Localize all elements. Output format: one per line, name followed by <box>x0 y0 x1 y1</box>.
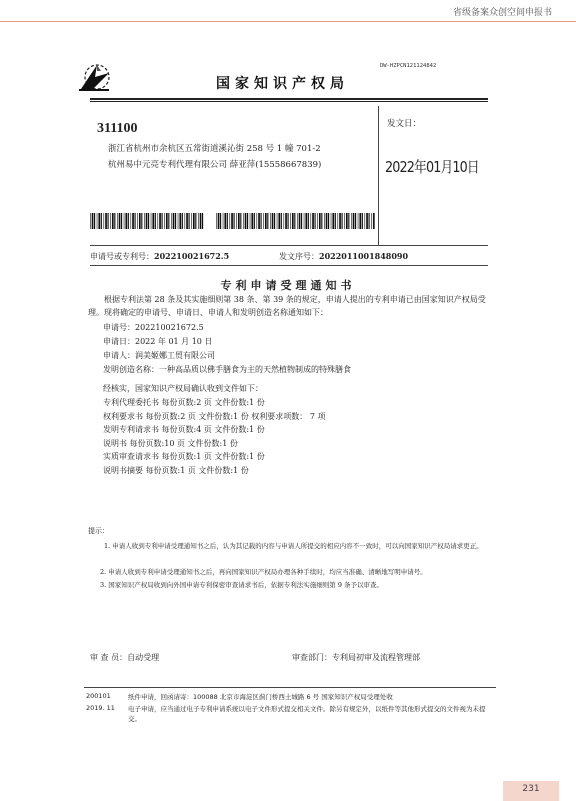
issue-date: 2022年01月10日 <box>385 158 479 176</box>
document-item: 发明专利请求书 每份页数:4 页 文件份数:1 份 <box>103 425 265 434</box>
page-number: 231 <box>522 784 540 794</box>
serial-number-label: 发文序号： <box>279 252 319 261</box>
footer-text: 纸件申请，回函请寄：100088 北京市海淀区蓟门桥西土城路 6 号 国家知识产权局受理处收 <box>128 693 393 701</box>
header-rule <box>90 98 488 100</box>
verified-intro: 经核实，国家知识产权局确认收到文件如下： <box>103 384 263 393</box>
address-line: 浙江省杭州市余杭区五常街道溪沁街 258 号 1 幢 701-2 <box>108 144 321 154</box>
header-rule-thin <box>90 101 488 102</box>
document-item: 说明书 每份页数:10 页 文件份数:1 份 <box>103 439 238 448</box>
running-head <box>0 0 576 22</box>
cnipa-emblem-icon <box>75 59 115 93</box>
document-item: 实质审查请求书 每份页数:1 页 文件份数:1 份 <box>103 452 265 461</box>
note-item: 2. 申请人收到专利申请受理通知书之后，再向国家知识产权局办理各种手续时，均应当准确、清晰地写明申请号。 <box>100 568 427 576</box>
footer-code: 2019. 11 <box>86 704 115 712</box>
application-number-label: 申请号或专利号： <box>90 252 154 261</box>
footer-rule <box>84 687 496 688</box>
issue-date-label: 发文日： <box>387 119 422 129</box>
running-head-rule <box>0 21 576 22</box>
agent-line: 杭州易中元亮专利代理有限公司 薛亚萍(15558667839) <box>108 160 322 170</box>
document-code: DW-HZPCN121124842 <box>380 63 437 69</box>
examiner: 审 查 员：自动受理 <box>90 653 160 662</box>
notice-title: 专利申请受理通知书 <box>220 279 356 292</box>
document-item: 专利代理委托书 每份页数:2 页 文件份数:1 份 <box>103 398 265 407</box>
field-invention-title: 发明创造名称：一种高品质以佛手膳食为主的天然植物制成的特殊膳食 <box>103 365 351 374</box>
notice-paragraph: 根据专利法第 28 条及其实施细则第 38 条、第 39 条的规定，申请人提出的专利申请已由国家知识产权局受理。现将确定的申请号、申请日、申请人和发明创造名称通知如下： <box>88 295 486 317</box>
serial-number-value: 2022011001848090 <box>319 251 409 261</box>
notes-label: 提示： <box>88 527 109 535</box>
running-head-title: 省级备案众创空间申报书 <box>452 8 552 18</box>
note-item: 1. 申请人收到专利申请受理通知书之后，认为其记载的内容与申请人所提交的相应内容不一致时，可以向国家知识产权局请求更正。 <box>104 542 483 550</box>
office-title: 国家知识产权局 <box>216 76 349 92</box>
address-divider <box>378 106 379 245</box>
application-number <box>90 251 229 262</box>
note-item: 3. 国家知识产权局收到向外国申请专利保密审查请求书后，依据专利法实施细则第 9 条予以审查。 <box>100 581 384 589</box>
footer-text: 电子申请，应当通过电子专利申请系统以电子文件形式提交相关文件。除另有规定外，以纸件等其他形式提交的文件视为未提交。 <box>128 705 486 723</box>
application-number-value: 202210021672.5 <box>154 251 230 261</box>
postcode: 311100 <box>97 121 138 136</box>
barcode-left-icon <box>90 213 206 229</box>
barcode-right-icon <box>216 213 376 229</box>
field-filing-date: 申请日：2022 年 01 月 10 日 <box>103 337 213 346</box>
field-application-number: 申请号：202210021672.5 <box>103 323 204 332</box>
field-applicant: 申请人：润美姬娜工贸有限公司 <box>103 351 215 360</box>
document-item: 说明书摘要 每份页数:1 页 文件份数:1 份 <box>103 466 249 475</box>
examining-department: 审查部门：专利局初审及流程管理部 <box>292 653 420 662</box>
footer-code: 200101 <box>86 692 111 700</box>
serial-number <box>279 251 408 262</box>
document-item: 权利要求书 每份页数:2 页 文件份数:1 份 权利要求项数： 7 项 <box>103 412 326 421</box>
